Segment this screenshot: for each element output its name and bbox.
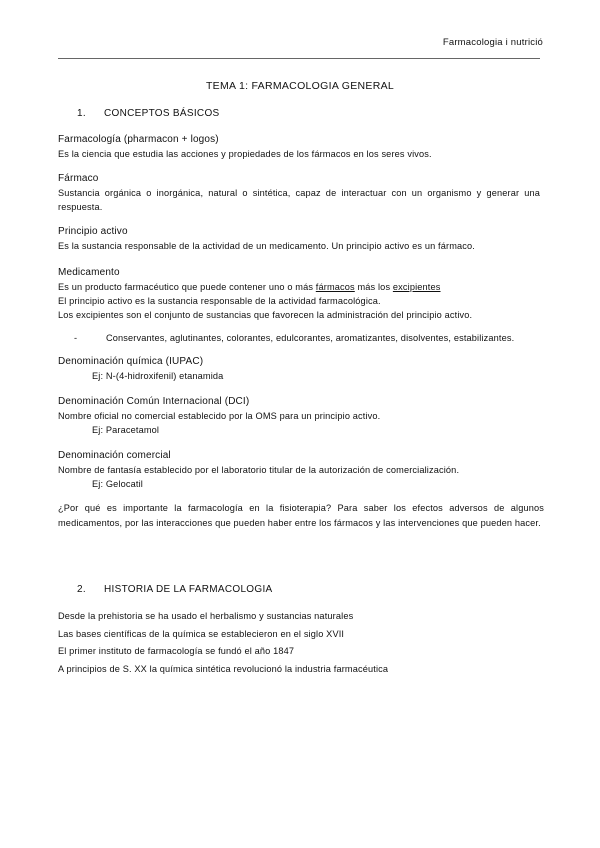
term-heading: Denominación comercial — [58, 450, 171, 461]
section-number: 2. — [77, 584, 86, 595]
term-definition: Nombre de fantasía establecido por el laboratorio titular de la autorización de comercialización. — [58, 465, 460, 475]
page-header: Farmacologia i nutrició — [442, 37, 543, 48]
term-example: Ej: N-(4-hidroxifenil) etanamida — [92, 371, 224, 381]
history-item: A principios de S. XX la química sintética revolucionó la industria farmacéutica — [58, 663, 389, 674]
history-item: El primer instituto de farmacología se fundó el año 1847 — [58, 646, 295, 656]
section-number: 1. — [77, 108, 86, 119]
term-example: Ej: Gelocatil — [92, 479, 143, 489]
document-title: TEMA 1: FARMACOLOGIA GENERAL — [205, 80, 395, 92]
definition-quimica — [58, 355, 518, 383]
term-heading: Principio activo — [58, 226, 128, 237]
definition-farmaco — [58, 172, 540, 214]
term-definition-line: Los excipientes son el conjunto de sustancias que favorecen la administración del principio activo. — [58, 310, 473, 320]
bullet-item — [58, 331, 540, 345]
section-heading-1 — [58, 107, 518, 121]
term-example: Ej: Paracetamol — [92, 425, 160, 435]
section-title: HISTORIA DE LA FARMACOLOGIA — [104, 584, 273, 595]
question-paragraph: ¿Por qué es importante la farmacología en la fisioterapia? Para saber los efectos adversos de algunos medicamentos, por las interacciones que pueden haber entre los fármacos y las intervenciones que pueden hacer. — [58, 503, 544, 528]
term-heading: Medicamento — [58, 267, 120, 278]
term-definition-line — [58, 280, 540, 294]
term-definition-line: El principio activo es la sustancia responsable de la actividad farmacológica. — [58, 296, 381, 306]
definition-farmacologia — [58, 133, 518, 161]
bullet-dash: - — [74, 333, 78, 343]
definition-comercial — [58, 449, 518, 491]
link-excipientes[interactable]: excipientes — [392, 282, 441, 292]
term-heading: Fármaco — [58, 173, 99, 184]
history-list — [58, 609, 518, 679]
history-item: Las bases científicas de la química se establecieron en el siglo XVII — [58, 628, 345, 639]
section-heading-2 — [58, 583, 518, 597]
term-heading: Farmacología (pharmacon + logos) — [58, 134, 219, 145]
text-fragment: Es un producto farmacéutico que puede contener uno o más — [58, 282, 316, 292]
definition-medicamento — [58, 266, 540, 345]
section-title: CONCEPTOS BÁSICOS — [104, 108, 220, 119]
history-item: Desde la prehistoria se ha usado el herbalismo y sustancias naturales — [58, 611, 354, 621]
term-heading: Denominación química (IUPAC) — [58, 356, 204, 367]
text-fragment: más los — [354, 282, 393, 292]
link-farmacos[interactable]: fármacos — [315, 282, 355, 292]
bullet-text: Conservantes, aglutinantes, colorantes, edulcorantes, aromatizantes, disolventes, estabilizantes. — [106, 333, 515, 343]
definition-dci — [58, 395, 518, 437]
term-definition: Sustancia orgánica o inorgánica, natural o sintética, capaz de interactuar con un organismo y generar una respuesta. — [58, 188, 540, 212]
term-definition: Nombre oficial no comercial establecido por la OMS para un principio activo. — [58, 411, 381, 421]
definition-principio-activo — [58, 225, 518, 253]
term-definition: Es la ciencia que estudia las acciones y propiedades de los fármacos en los seres vivos. — [58, 149, 432, 159]
term-definition: Es la sustancia responsable de la actividad de un medicamento. Un principio activo es un fármaco. — [58, 241, 475, 251]
header-divider — [58, 58, 540, 59]
term-heading: Denominación Común Internacional (DCI) — [58, 396, 250, 407]
